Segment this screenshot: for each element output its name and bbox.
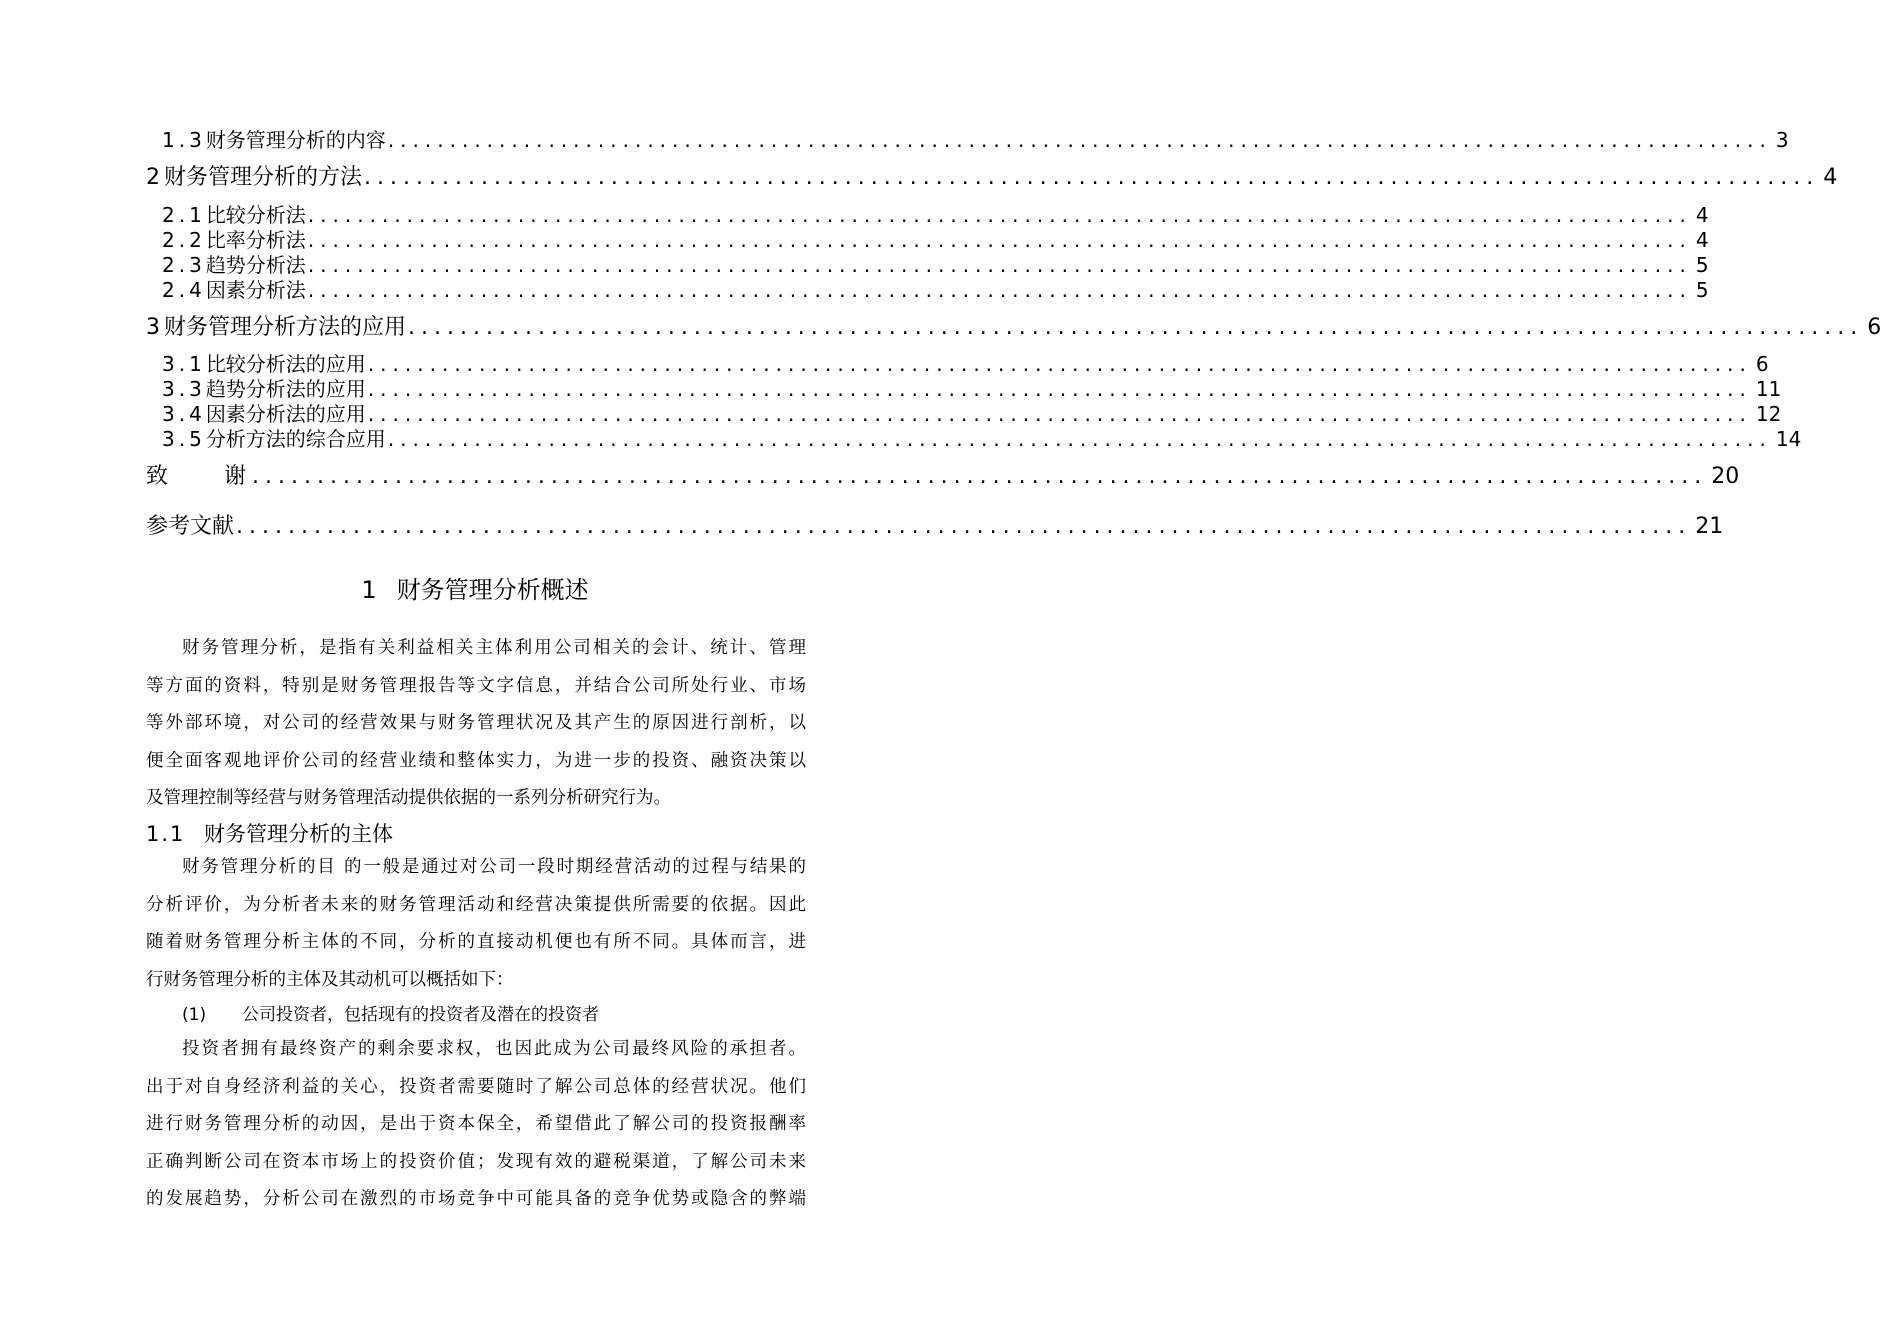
paragraph-line: 随着财务管理分析主体的不同，分析的直接动机便也有所不同。具体而言，进 (146, 932, 806, 952)
toc-leader-dots: ................................................................................................................ (252, 464, 1708, 489)
toc-entry-number: 2.2 (162, 228, 206, 252)
toc-leader-dots: ................................................................................................................ (408, 315, 1864, 340)
chapter-number: 1 (361, 576, 377, 604)
toc-leader-dots: ................................................................................................................ (367, 352, 1752, 376)
list-item-text: 公司投资者，包括现有的投资者及潜在的投资者 (242, 1005, 599, 1025)
toc-entry-number: 3.4 (162, 402, 206, 426)
toc-entry-number: 2 (146, 165, 164, 190)
chapter-heading (0, 570, 950, 605)
toc-entry-title: 因素分析法 (205, 278, 306, 302)
paragraph-line: 及管理控制等经营与财务管理活动提供依据的一系列分析研究行为。 (146, 788, 671, 808)
toc-leader-dots: ................................................................................................................ (387, 128, 1772, 152)
toc-entry-title: 趋势分析法的应用 (205, 377, 366, 401)
toc-entry-page: 14 (1775, 427, 1802, 451)
toc-entry-number: 3.3 (162, 377, 206, 401)
paragraph-line: 的发展趋势，分析公司在激烈的市场竞争中可能具备的竞争优势或隐含的弊端 (146, 1189, 806, 1209)
toc-entry-title: 参考文献 (146, 514, 235, 539)
paragraph-line: 行财务管理分析的主体及其动机可以概括如下： (146, 969, 514, 990)
toc-entry-page: 3 (1775, 128, 1789, 152)
toc-entry-title: 趋势分析法 (205, 253, 306, 277)
toc-entry[interactable] (162, 274, 1709, 303)
toc-entry-title: 比较分析法 (205, 203, 306, 227)
chapter-title: 财务管理分析概述 (396, 576, 589, 604)
toc-entry-page: 5 (1695, 253, 1709, 277)
toc-entry-page: 6 (1755, 352, 1769, 376)
paragraph-line: 等外部环境，对公司的经营效果与财务管理状况及其产生的原因进行剖析，以 (146, 713, 806, 733)
toc-leader-dots: ................................................................................................................ (367, 377, 1752, 401)
toc-entry-page: 4 (1823, 165, 1838, 190)
list-item-marker: (1) (182, 1005, 207, 1025)
toc-leader-dots: ................................................................................................................ (307, 278, 1692, 302)
paragraph-line: 投资者拥有最终资产的剩余要求权，也因此成为公司最终风险的承担者。 (182, 1039, 806, 1059)
toc-leader-dots: ................................................................................................................ (307, 228, 1692, 252)
toc-entry-page: 11 (1755, 377, 1782, 401)
toc-entry[interactable] (146, 459, 1740, 490)
toc-leader-dots: ................................................................................................................ (387, 427, 1772, 451)
toc-entry-title: 比率分析法 (205, 228, 306, 252)
toc-entry-title: 致 谢 (146, 464, 251, 489)
investor-paragraph (146, 1031, 806, 1219)
toc-entry-title: 财务管理分析的内容 (205, 128, 386, 152)
paragraph-line: 进行财务管理分析的动因，是出于资本保全，希望借此了解公司的投资报酬率 (146, 1114, 806, 1134)
toc-entry-title: 分析方法的综合应用 (205, 427, 386, 451)
section-number: 1.1 (146, 822, 186, 846)
toc-entry-title: 财务管理分析方法的应用 (164, 315, 407, 340)
toc-entry-number: 2.4 (162, 278, 206, 302)
intro-paragraph (146, 630, 806, 818)
toc-entry[interactable] (146, 160, 1838, 191)
toc-leader-dots: ................................................................................................................ (367, 402, 1752, 426)
toc-entry-page: 5 (1695, 278, 1709, 302)
toc-entry[interactable] (162, 423, 1802, 452)
toc-leader-dots: ................................................................................................................ (307, 253, 1692, 277)
paragraph-line: 财务管理分析，是指有关利益相关主体利用公司相关的会计、统计、管理 (182, 638, 806, 658)
toc-entry-number: 3.1 (162, 352, 206, 376)
toc-entry-title: 比较分析法的应用 (205, 352, 366, 376)
toc-leader-dots: ................................................................................................................ (307, 203, 1692, 227)
toc-entry-number: 2.3 (162, 253, 206, 277)
section-paragraph (146, 849, 806, 999)
toc-entry[interactable] (146, 310, 1881, 341)
toc-entry[interactable] (162, 124, 1789, 153)
paragraph-line: 等方面的资料，特别是财务管理报告等文字信息，并结合公司所处行业、市场 (146, 675, 806, 696)
toc-entry-number: 3 (146, 315, 164, 340)
toc-entry-page: 12 (1755, 402, 1782, 426)
toc-entry-title: 因素分析法的应用 (205, 402, 366, 426)
toc-leader-dots: ................................................................................................................ (364, 165, 1820, 190)
toc-entry-page: 21 (1695, 514, 1724, 539)
toc-entry-title: 财务管理分析的方法 (164, 165, 363, 190)
toc-entry[interactable] (146, 509, 1724, 540)
toc-entry-page: 20 (1711, 464, 1740, 489)
paragraph-line: 正确判断公司在资本市场上的投资价值；发现有效的避税渠道，了解公司未来 (146, 1151, 806, 1172)
paragraph-line: 财务管理分析的目 的一般是通过对公司一段时期经营活动的过程与结果的 (182, 857, 806, 877)
toc-entry-page: 4 (1695, 228, 1709, 252)
toc-entry-number: 2.1 (162, 203, 206, 227)
paragraph-line: 出于对自身经济利益的关心，投资者需要随时了解公司总体的经营状况。他们 (146, 1076, 806, 1097)
toc-entry-page: 4 (1695, 203, 1709, 227)
toc-leader-dots: ................................................................................................................ (236, 514, 1692, 539)
paragraph-line: 分析评价，为分析者未来的财务管理活动和经营决策提供所需要的依据。因此 (146, 894, 806, 915)
section-heading (146, 818, 393, 848)
toc-entry-number: 1.3 (162, 128, 206, 152)
list-item (182, 1000, 599, 1025)
toc-entry-page: 6 (1867, 315, 1881, 340)
toc-entry-number: 3.5 (162, 427, 206, 451)
section-title: 财务管理分析的主体 (204, 822, 393, 846)
paragraph-line: 便全面客观地评价公司的经营业绩和整体实力，为进一步的投资、融资决策以 (146, 750, 806, 771)
